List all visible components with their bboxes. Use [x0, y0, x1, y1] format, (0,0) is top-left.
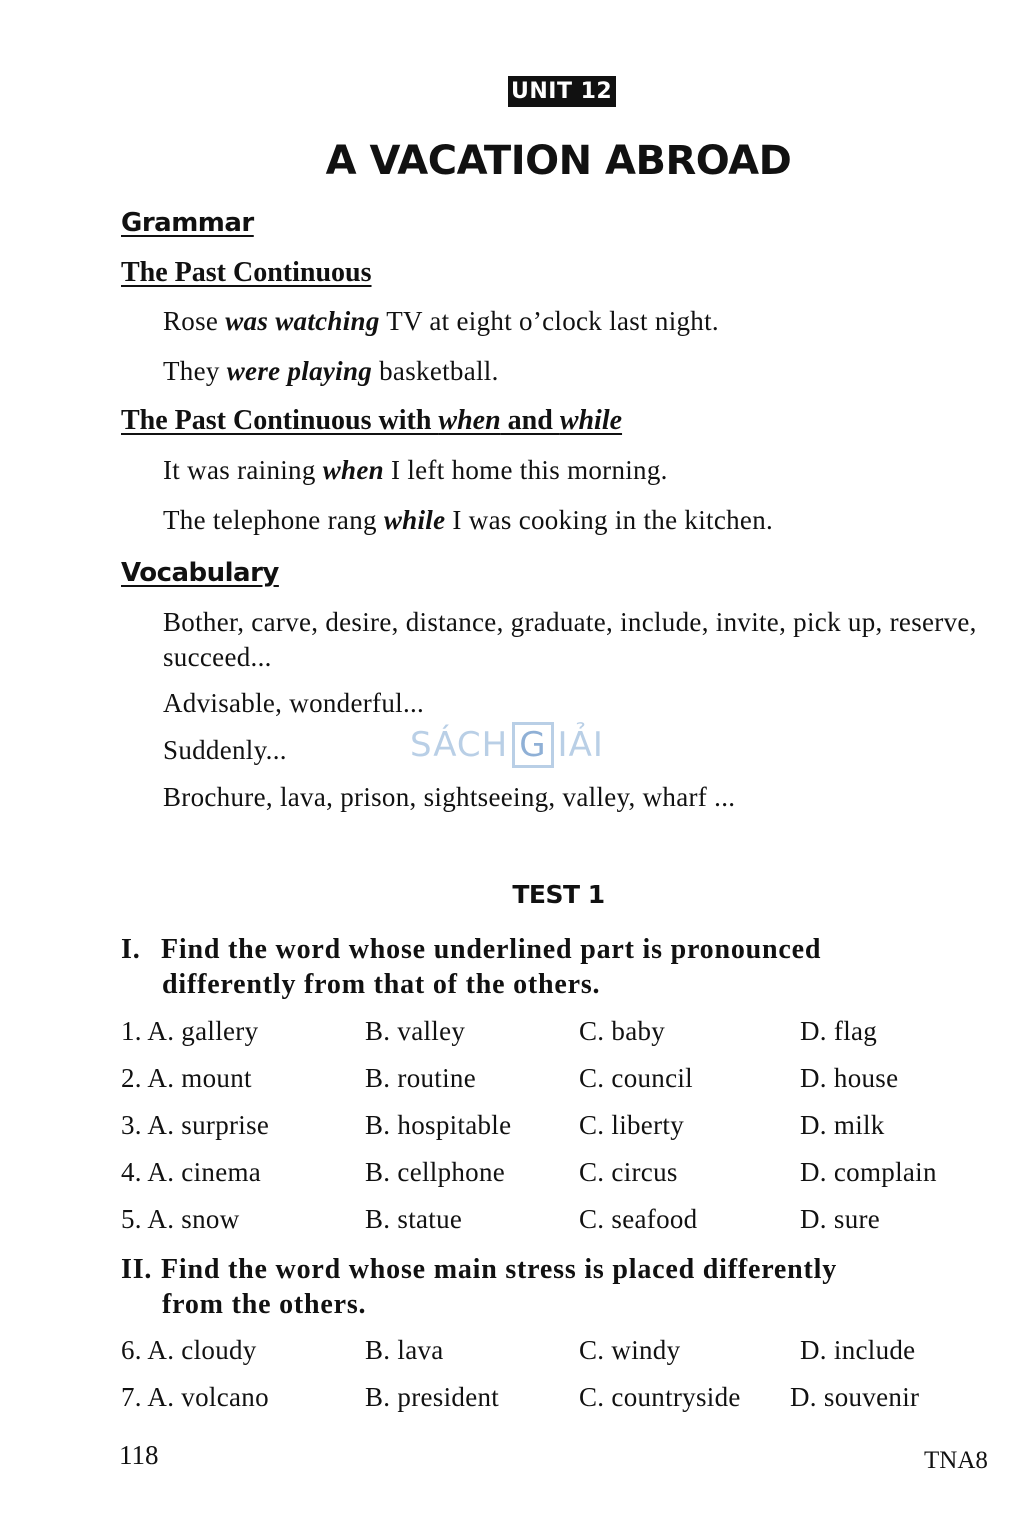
section-2-instruction: II. Find the word whose main stress is placed differently from the others. — [121, 1254, 838, 1320]
question-row: 1. A. gallery B. valley C. baby D. flag — [121, 1016, 878, 1046]
question-row: 6. A. cloudy B. lava C. windy D. include — [121, 1335, 916, 1365]
question-row: 2. A. mount B. routine C. council D. house — [121, 1063, 899, 1093]
grammar-example-4: The telephone rang while I was cooking in the kitchen. — [163, 505, 774, 535]
question-row: 3. A. surprise B. hospitable C. liberty D. milk — [121, 1110, 885, 1140]
test-title: TEST 1 — [512, 880, 605, 909]
when-while-heading: The Past Continuous with when and while — [121, 405, 623, 436]
page-title: A VACATION ABROAD — [325, 138, 792, 184]
question-row: 4. A. cinema B. cellphone C. circus D. complain — [121, 1157, 937, 1187]
question-row: 7. A. volcano B. president C. countryside D. souvenir — [121, 1382, 920, 1412]
page-number: 118 — [119, 1440, 159, 1470]
vocabulary-line: Brochure, lava, prison, sightseeing, valley, wharf ... — [163, 782, 736, 812]
vocabulary-line: Suddenly... — [163, 735, 287, 765]
vocabulary-line: Bother, carve, desire, distance, graduate, include, invite, pick up, reserve, succeed... — [163, 607, 977, 672]
question-row: 5. A. snow B. statue C. seafood D. sure — [121, 1204, 881, 1234]
grammar-heading: Grammar — [121, 208, 254, 238]
vocabulary-line: Advisable, wonderful... — [163, 688, 425, 718]
watermark-logo: SÁCH G IẢI — [410, 722, 604, 768]
grammar-example-1: Rose was watching TV at eight o’clock last night. — [163, 306, 719, 336]
book-code: TNA8 — [924, 1447, 988, 1474]
section-1-instruction: I. Find the word whose underlined part is pronounced differently from that of the others. — [121, 934, 822, 1000]
grammar-example-2: They were playing basketball. — [163, 356, 499, 386]
vocabulary-heading: Vocabulary — [121, 558, 279, 588]
unit-badge: UNIT 12 — [508, 76, 616, 107]
grammar-example-3: It was raining when I left home this morning. — [163, 455, 668, 485]
past-continuous-heading: The Past Continuous — [121, 257, 372, 288]
